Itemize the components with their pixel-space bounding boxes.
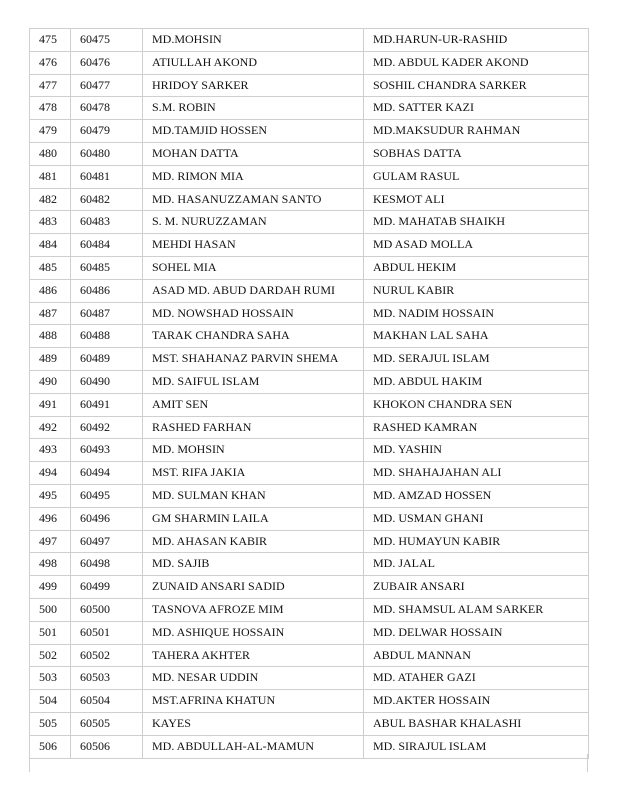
serial-cell: 489 <box>30 348 71 371</box>
father-name-cell: KESMOT ALI <box>364 188 589 211</box>
name-cell: MD. NESAR UDDIN <box>143 667 364 690</box>
father-name-cell: RASHED KAMRAN <box>364 416 589 439</box>
serial-cell: 486 <box>30 279 71 302</box>
serial-cell: 503 <box>30 667 71 690</box>
roll-cell: 60499 <box>71 576 143 599</box>
serial-cell: 479 <box>30 120 71 143</box>
serial-cell: 476 <box>30 51 71 74</box>
roll-cell: 60479 <box>71 120 143 143</box>
roll-cell: 60478 <box>71 97 143 120</box>
table-row <box>30 74 589 97</box>
table-row <box>30 735 589 758</box>
table-row <box>30 188 589 211</box>
name-cell: MD. SAJIB <box>143 553 364 576</box>
serial-cell: 494 <box>30 462 71 485</box>
roll-cell: 60503 <box>71 667 143 690</box>
table-border-right-continuation <box>587 754 588 772</box>
name-cell: MD.MOHSIN <box>143 29 364 52</box>
name-cell: MST.AFRINA KHATUN <box>143 690 364 713</box>
table-row <box>30 370 589 393</box>
table-row <box>30 51 589 74</box>
table-row <box>30 667 589 690</box>
table-row <box>30 712 589 735</box>
name-cell: TARAK CHANDRA SAHA <box>143 325 364 348</box>
roll-cell: 60482 <box>71 188 143 211</box>
father-name-cell: MD. JALAL <box>364 553 589 576</box>
roll-cell: 60488 <box>71 325 143 348</box>
name-cell: TASNOVA AFROZE MIM <box>143 598 364 621</box>
roll-cell: 60492 <box>71 416 143 439</box>
serial-cell: 490 <box>30 370 71 393</box>
roll-cell: 60481 <box>71 165 143 188</box>
table-row <box>30 690 589 713</box>
roll-cell: 60497 <box>71 530 143 553</box>
father-name-cell: ABUL BASHAR KHALASHI <box>364 712 589 735</box>
father-name-cell: GULAM RASUL <box>364 165 589 188</box>
name-cell: KAYES <box>143 712 364 735</box>
father-name-cell: MAKHAN LAL SAHA <box>364 325 589 348</box>
serial-cell: 499 <box>30 576 71 599</box>
name-cell: MD. SULMAN KHAN <box>143 484 364 507</box>
table-row <box>30 234 589 257</box>
table-row <box>30 120 589 143</box>
table-row <box>30 393 589 416</box>
table-row <box>30 530 589 553</box>
table-row <box>30 462 589 485</box>
table-row <box>30 484 589 507</box>
name-cell: MD. RIMON MIA <box>143 165 364 188</box>
table-row <box>30 142 589 165</box>
name-cell: ASAD MD. ABUD DARDAH RUMI <box>143 279 364 302</box>
roll-cell: 60498 <box>71 553 143 576</box>
table-row <box>30 348 589 371</box>
serial-cell: 477 <box>30 74 71 97</box>
name-cell: RASHED FARHAN <box>143 416 364 439</box>
roll-cell: 60483 <box>71 211 143 234</box>
serial-cell: 480 <box>30 142 71 165</box>
table-border-left-continuation <box>29 754 30 772</box>
father-name-cell: MD. ABDUL KADER AKOND <box>364 51 589 74</box>
table-row <box>30 416 589 439</box>
father-name-cell: MD. HUMAYUN KABIR <box>364 530 589 553</box>
serial-cell: 488 <box>30 325 71 348</box>
serial-cell: 500 <box>30 598 71 621</box>
serial-cell: 506 <box>30 735 71 758</box>
roll-cell: 60487 <box>71 302 143 325</box>
name-cell: MD. ABDULLAH-AL-MAMUN <box>143 735 364 758</box>
serial-cell: 493 <box>30 439 71 462</box>
father-name-cell: SOSHIL CHANDRA SARKER <box>364 74 589 97</box>
father-name-cell: MD. YASHIN <box>364 439 589 462</box>
serial-cell: 504 <box>30 690 71 713</box>
roll-cell: 60484 <box>71 234 143 257</box>
father-name-cell: MD. SHAMSUL ALAM SARKER <box>364 598 589 621</box>
father-name-cell: ABDUL MANNAN <box>364 644 589 667</box>
name-cell: MD. MOHSIN <box>143 439 364 462</box>
serial-cell: 487 <box>30 302 71 325</box>
serial-cell: 496 <box>30 507 71 530</box>
roll-cell: 60490 <box>71 370 143 393</box>
serial-cell: 495 <box>30 484 71 507</box>
name-cell: MD.TAMJID HOSSEN <box>143 120 364 143</box>
roll-cell: 60504 <box>71 690 143 713</box>
name-cell: ATIULLAH AKOND <box>143 51 364 74</box>
table-row <box>30 29 589 52</box>
roll-cell: 60476 <box>71 51 143 74</box>
table-row <box>30 211 589 234</box>
roll-cell: 60489 <box>71 348 143 371</box>
name-cell: MD. NOWSHAD HOSSAIN <box>143 302 364 325</box>
father-name-cell: MD. ATAHER GAZI <box>364 667 589 690</box>
name-cell: S. M. NURUZZAMAN <box>143 211 364 234</box>
table-row <box>30 256 589 279</box>
roll-cell: 60480 <box>71 142 143 165</box>
father-name-cell: MD. USMAN GHANI <box>364 507 589 530</box>
father-name-cell: MD. ABDUL HAKIM <box>364 370 589 393</box>
serial-cell: 483 <box>30 211 71 234</box>
name-cell: MD. AHASAN KABIR <box>143 530 364 553</box>
father-name-cell: MD.AKTER HOSSAIN <box>364 690 589 713</box>
roll-cell: 60493 <box>71 439 143 462</box>
roll-cell: 60500 <box>71 598 143 621</box>
serial-cell: 485 <box>30 256 71 279</box>
father-name-cell: MD. NADIM HOSSAIN <box>364 302 589 325</box>
table-body <box>30 29 589 759</box>
table-row <box>30 598 589 621</box>
table-row <box>30 576 589 599</box>
table-row <box>30 165 589 188</box>
father-name-cell: MD. AMZAD HOSSEN <box>364 484 589 507</box>
name-cell: AMIT SEN <box>143 393 364 416</box>
serial-cell: 505 <box>30 712 71 735</box>
father-name-cell: MD. MAHATAB SHAIKH <box>364 211 589 234</box>
roll-cell: 60502 <box>71 644 143 667</box>
roll-cell: 60485 <box>71 256 143 279</box>
roll-cell: 60505 <box>71 712 143 735</box>
roll-cell: 60477 <box>71 74 143 97</box>
table-row <box>30 97 589 120</box>
serial-cell: 481 <box>30 165 71 188</box>
name-cell: GM SHARMIN LAILA <box>143 507 364 530</box>
name-cell: MST. SHAHANAZ PARVIN SHEMA <box>143 348 364 371</box>
name-cell: SOHEL MIA <box>143 256 364 279</box>
roll-cell: 60495 <box>71 484 143 507</box>
name-cell: HRIDOY SARKER <box>143 74 364 97</box>
father-name-cell: MD. SATTER KAZI <box>364 97 589 120</box>
roll-cell: 60501 <box>71 621 143 644</box>
father-name-cell: MD ASAD MOLLA <box>364 234 589 257</box>
name-cell: MD. ASHIQUE HOSSAIN <box>143 621 364 644</box>
table-row <box>30 621 589 644</box>
name-cell: MD. HASANUZZAMAN SANTO <box>143 188 364 211</box>
table-row <box>30 553 589 576</box>
father-name-cell: MD. DELWAR HOSSAIN <box>364 621 589 644</box>
father-name-cell: MD.MAKSUDUR RAHMAN <box>364 120 589 143</box>
father-name-cell: KHOKON CHANDRA SEN <box>364 393 589 416</box>
name-cell: ZUNAID ANSARI SADID <box>143 576 364 599</box>
roll-cell: 60475 <box>71 29 143 52</box>
father-name-cell: NURUL KABIR <box>364 279 589 302</box>
name-cell: S.M. ROBIN <box>143 97 364 120</box>
name-cell: MST. RIFA JAKIA <box>143 462 364 485</box>
table-row <box>30 279 589 302</box>
name-cell: MOHAN DATTA <box>143 142 364 165</box>
father-name-cell: MD. SERAJUL ISLAM <box>364 348 589 371</box>
table-row <box>30 644 589 667</box>
father-name-cell: ZUBAIR ANSARI <box>364 576 589 599</box>
father-name-cell: SOBHAS DATTA <box>364 142 589 165</box>
serial-cell: 501 <box>30 621 71 644</box>
serial-cell: 497 <box>30 530 71 553</box>
father-name-cell: ABDUL HEKIM <box>364 256 589 279</box>
name-cell: MEHDI HASAN <box>143 234 364 257</box>
serial-cell: 491 <box>30 393 71 416</box>
roll-cell: 60486 <box>71 279 143 302</box>
serial-cell: 482 <box>30 188 71 211</box>
roll-cell: 60491 <box>71 393 143 416</box>
serial-cell: 498 <box>30 553 71 576</box>
father-name-cell: MD. SIRAJUL ISLAM <box>364 735 589 758</box>
table-row <box>30 439 589 462</box>
serial-cell: 492 <box>30 416 71 439</box>
roll-cell: 60496 <box>71 507 143 530</box>
roll-cell: 60506 <box>71 735 143 758</box>
serial-cell: 475 <box>30 29 71 52</box>
name-cell: MD. SAIFUL ISLAM <box>143 370 364 393</box>
father-name-cell: MD. SHAHAJAHAN ALI <box>364 462 589 485</box>
table-row <box>30 302 589 325</box>
father-name-cell: MD.HARUN-UR-RASHID <box>364 29 589 52</box>
student-list-table <box>29 28 589 759</box>
serial-cell: 478 <box>30 97 71 120</box>
table-row <box>30 325 589 348</box>
roll-cell: 60494 <box>71 462 143 485</box>
serial-cell: 484 <box>30 234 71 257</box>
name-cell: TAHERA AKHTER <box>143 644 364 667</box>
serial-cell: 502 <box>30 644 71 667</box>
table-row <box>30 507 589 530</box>
